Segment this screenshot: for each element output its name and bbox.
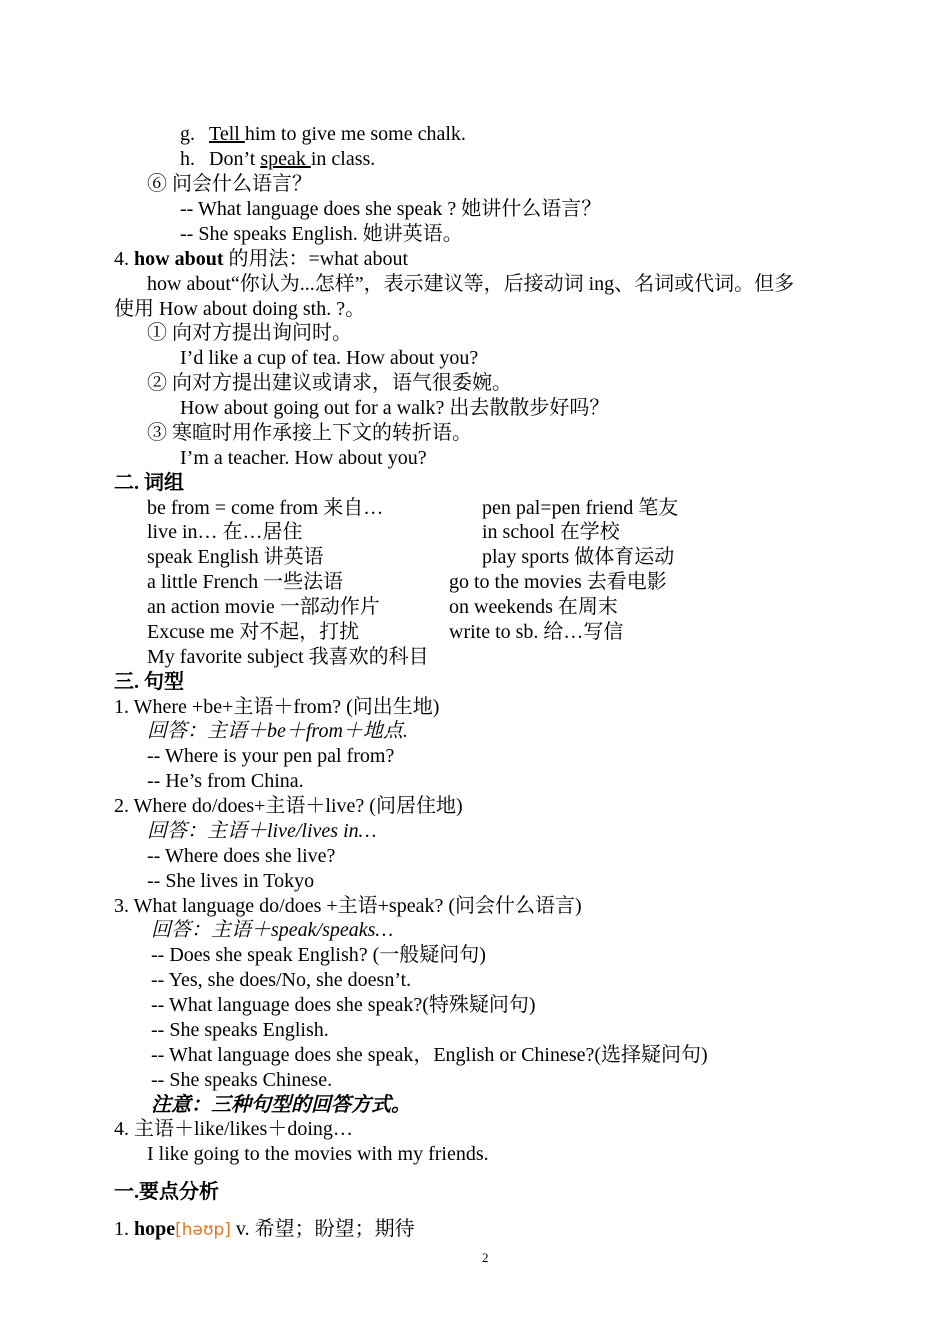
phrase-left-3: speak English 讲英语 <box>147 546 324 568</box>
heading-keyword: how about <box>134 248 224 270</box>
phrase-left-4: a little French 一些法语 <box>147 571 344 593</box>
phrase-left-2: live in… 在…居住 <box>147 521 303 543</box>
heading-number: 4. <box>114 248 134 270</box>
sentence-rest: him to give me some chalk. <box>244 123 466 145</box>
pattern-1-question: -- Where is your pen pal from? <box>147 745 395 767</box>
item-label: g. <box>180 123 195 145</box>
sentences-heading: 三. 句型 <box>114 671 184 693</box>
pattern-2-answer: -- She lives in Tokyo <box>147 870 315 892</box>
phrases-heading: 二. 词组 <box>114 472 184 494</box>
pattern-2: 2. Where do/does+主语＋live? (问居住地) <box>114 795 463 817</box>
pattern-3-line-5: -- What language does she speak，English or Chinese?(选择疑问句) <box>151 1044 708 1066</box>
how-about-item-1: ① 向对方提出询问时。 <box>147 322 352 344</box>
pattern-1-answer: -- He’s from China. <box>147 770 304 792</box>
pattern-2-answer-form: 回答：主语＋live/lives in… <box>147 820 377 842</box>
how-about-desc-2: 使用 How about doing sth. ?。 <box>114 298 366 320</box>
pattern-2-question: -- Where does she live? <box>147 845 336 867</box>
phrase-right-1: pen pal=pen friend 笔友 <box>482 497 679 519</box>
exercise-line-h <box>180 147 375 171</box>
sentence-start: Don’t <box>209 148 261 170</box>
item-label: h. <box>180 148 195 170</box>
key-point-item-1 <box>114 1217 415 1242</box>
pattern-3-line-2: -- Yes, she does/No, she doesn’t. <box>151 969 412 991</box>
sentence-rest: in class. <box>310 148 376 170</box>
phrase-right-2: in school 在学校 <box>482 521 620 543</box>
phrase-left-7: My favorite subject 我喜欢的科目 <box>147 646 429 668</box>
exercise-line-g <box>180 122 466 146</box>
heading-rest: 的用法：=what about <box>223 248 409 270</box>
item6-question: -- What language does she speak ? 她讲什么语言？ <box>180 198 602 220</box>
phrase-right-3: play sports 做体育运动 <box>482 546 675 568</box>
page-number: 2 <box>482 1250 489 1265</box>
how-about-heading <box>114 247 408 271</box>
item6-title: ⑥ 问会什么语言？ <box>147 173 312 195</box>
item6-answer: -- She speaks English. 她讲英语。 <box>180 223 463 245</box>
how-about-item-2-example: How about going out for a walk? 出去散散步好吗？ <box>180 397 610 419</box>
pattern-note: 注意：三种句型的回答方式。 <box>151 1094 411 1116</box>
how-about-item-3-example: I’m a teacher. How about you? <box>180 447 427 469</box>
word-meaning: v. 希望；盼望；期待 <box>230 1218 415 1240</box>
phrase-right-4: go to the movies 去看电影 <box>449 571 667 593</box>
how-about-item-2: ② 向对方提出建议或请求，语气很委婉。 <box>147 372 512 394</box>
underlined-answer: Tell <box>209 123 245 145</box>
pattern-3-line-1: -- Does she speak English? (一般疑问句) <box>151 944 486 966</box>
pattern-3: 3. What language do/does +主语+speak? (问会什么语言) <box>114 895 582 917</box>
phrase-left-1: be from = come from 来自… <box>147 497 384 519</box>
underlined-answer: speak <box>260 148 311 170</box>
pattern-1-answer-form: 回答：主语＋be＋from＋地点. <box>147 720 408 742</box>
how-about-desc-1: how about“你认为...怎样”，表示建议等，后接动词 ing、名词或代词。但多 <box>147 273 795 295</box>
phrase-left-5: an action movie 一部动作片 <box>147 596 380 618</box>
pattern-3-answer-form: 回答：主语＋speak/speaks… <box>151 919 394 941</box>
vocab-word: hope <box>134 1218 176 1240</box>
pattern-4-example: I like going to the movies with my friends. <box>147 1143 489 1165</box>
phrase-right-6: write to sb. 给…写信 <box>449 621 624 643</box>
pattern-4: 4. 主语＋like/likes＋doing… <box>114 1118 353 1140</box>
phrase-right-5: on weekends 在周末 <box>449 596 618 618</box>
pattern-3-line-4: -- She speaks English. <box>151 1019 329 1041</box>
item-number: 1. <box>114 1218 134 1240</box>
how-about-item-1-example: I’d like a cup of tea. How about you? <box>180 347 479 369</box>
how-about-item-3: ③ 寒暄时用作承接上下文的转折语。 <box>147 422 472 444</box>
key-points-heading: 一.要点分析 <box>114 1181 219 1203</box>
pattern-1: 1. Where +be+主语＋from? (问出生地) <box>114 696 440 718</box>
phrase-left-6: Excuse me 对不起，打扰 <box>147 621 360 643</box>
pattern-3-line-6: -- She speaks Chinese. <box>151 1069 333 1091</box>
pattern-3-line-3: -- What language does she speak?(特殊疑问句) <box>151 994 536 1016</box>
phonetic: [həʊp] <box>175 1220 231 1240</box>
